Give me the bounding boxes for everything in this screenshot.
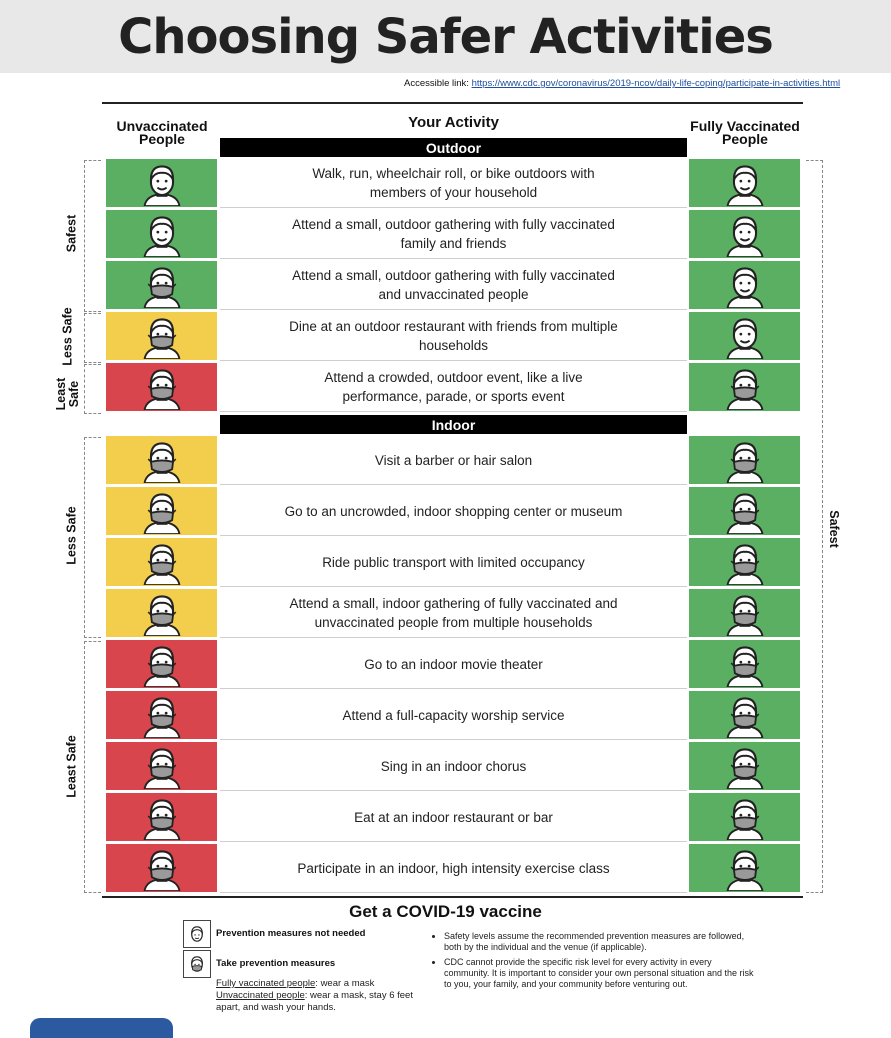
masked-face-icon [139,539,185,585]
bracket-indoor-less-safe [84,437,101,638]
vaccine-callout: Get a COVID-19 vaccine [349,902,542,921]
unvaccinated-people-text: : wear a mask, stay 6 feet apart, and wash your hands. [216,990,413,1013]
accessible-link-label: Accessible link: [404,78,469,89]
unvaccinated-risk-cell [106,844,217,892]
unvaccinated-risk-cell [106,538,217,586]
vaccinated-people-text: : wear a mask [315,978,375,989]
activity-text: Ride public transport with limited occupancy [220,538,687,587]
bracket-right-safest [806,160,823,893]
masked-face-icon [139,590,185,636]
header-vaccinated: Fully Vaccinated People [690,118,800,147]
face-icon [722,313,768,359]
activity-row [106,842,803,893]
legend-mask-label: Take prevention measures [216,958,336,969]
notes-list [432,931,754,994]
bracket-outdoor-least-safe [84,364,101,414]
vaccinated-risk-cell [689,589,800,637]
masked-face-icon [722,590,768,636]
vaccinated-risk-cell [689,210,800,258]
activity-text: Attend a small, outdoor gathering with fully vaccinated family and friends [220,210,687,259]
face-icon [185,922,209,946]
activity-text: Dine at an outdoor restaurant with friends from multiple households [220,312,687,361]
vaccinated-people-label: Fully vaccinated people [216,978,316,989]
activity-text: Attend a crowded, outdoor event, like a live performance, parade, or sports event [220,363,687,412]
unvaccinated-risk-cell [106,210,217,258]
activity-text: Go to an indoor movie theater [220,640,687,689]
face-icon [139,211,185,257]
unvaccinated-risk-cell [106,589,217,637]
vaccinated-risk-cell [689,691,800,739]
vaccinated-risk-cell [689,436,800,484]
vaccinated-risk-cell [689,363,800,411]
activity-row [106,157,803,208]
masked-face-icon [139,794,185,840]
unvaccinated-risk-cell [106,261,217,309]
masked-face-icon [183,950,211,978]
face-icon [722,160,768,206]
activity-row [106,740,803,791]
legend-no-mask [183,920,365,948]
legend-mask [183,950,335,978]
legend-unvaccinated-detail [216,990,426,1014]
activity-row [106,485,803,536]
masked-face-icon [722,437,768,483]
legend-vaccinated-detail [216,978,426,990]
page-title: Choosing Safer Activities [118,8,773,65]
header-activity: Your Activity [408,113,499,131]
label-right-safest: Safest [827,510,841,548]
masked-face-icon [139,313,185,359]
activity-text: Attend a small, indoor gathering of fully vaccinated and unvaccinated people from multiple households [220,589,687,638]
label-outdoor-less-safe: Less Safe [60,307,75,366]
vaccinated-risk-cell [689,159,800,207]
vaccinated-risk-cell [689,844,800,892]
section-indoor: Indoor [220,415,687,434]
masked-face-icon [722,794,768,840]
unvaccinated-risk-cell [106,436,217,484]
label-outdoor-safest: Safest [64,214,79,253]
activity-row [106,259,803,310]
label-indoor-least-safe: Least Safe [64,735,79,798]
masked-face-icon [722,539,768,585]
activity-row [106,434,803,485]
masked-face-icon [185,952,209,976]
activity-row [106,536,803,587]
table-bottom-rule [102,896,803,898]
vaccinated-risk-cell [689,640,800,688]
activity-row [106,310,803,361]
vaccinated-risk-cell [689,538,800,586]
activity-row [106,638,803,689]
note-item: • CDC cannot provide the specific risk level for every activity in every community. It is important to consider your own personal situation and the risk to you, your family, and your community before venturing out. [444,957,754,990]
masked-face-icon [139,641,185,687]
vaccinated-risk-cell [689,793,800,841]
vaccinated-risk-cell [689,487,800,535]
vaccinated-risk-cell [689,312,800,360]
header-unvaccinated: Unvaccinated People [116,118,208,147]
vaccinated-risk-cell [689,261,800,309]
masked-face-icon [722,845,768,891]
activity-text: Walk, run, wheelchair roll, or bike outdoors with members of your household [220,159,687,208]
activity-text: Visit a barber or hair salon [220,436,687,485]
section-outdoor: Outdoor [220,138,687,157]
unvaccinated-risk-cell [106,742,217,790]
masked-face-icon [722,743,768,789]
unvaccinated-risk-cell [106,487,217,535]
masked-face-icon [139,692,185,738]
bracket-indoor-least-safe [84,641,101,893]
masked-face-icon [139,743,185,789]
masked-face-icon [139,437,185,483]
bracket-outdoor-less-safe [84,313,101,363]
accessible-link-line [404,78,840,89]
masked-face-icon [722,488,768,534]
activity-row [106,361,803,412]
accessible-link[interactable]: https://www.cdc.gov/coronavirus/2019-ncov/daily-life-coping/participate-in-activities.html [471,78,841,89]
masked-face-icon [139,262,185,308]
outdoor-rows [106,157,803,412]
bottom-tab [30,1018,173,1038]
face-icon [139,160,185,206]
activity-row [106,587,803,638]
unvaccinated-risk-cell [106,691,217,739]
table-top-rule [102,102,803,104]
masked-face-icon [139,364,185,410]
activity-text: Go to an uncrowded, indoor shopping center or museum [220,487,687,536]
label-outdoor-least-safe: Least Safe [54,377,81,411]
masked-face-icon [722,364,768,410]
activity-row [106,208,803,259]
unvaccinated-risk-cell [106,793,217,841]
activity-row [106,791,803,842]
indoor-rows [106,434,803,893]
face-icon [722,262,768,308]
bracket-outdoor-safest [84,160,101,312]
unvaccinated-risk-cell [106,363,217,411]
note-item: • Safety levels assume the recommended prevention measures are followed, both by the individual and the venue (if applicable). [444,931,754,953]
unvaccinated-people-label: Unvaccinated people [216,990,305,1001]
unvaccinated-risk-cell [106,640,217,688]
title-band [0,0,891,73]
unvaccinated-risk-cell [106,159,217,207]
unvaccinated-risk-cell [106,312,217,360]
masked-face-icon [722,641,768,687]
activity-row [106,689,803,740]
activity-text: Eat at an indoor restaurant or bar [220,793,687,842]
masked-face-icon [722,692,768,738]
label-indoor-less-safe: Less Safe [64,506,79,565]
face-icon [183,920,211,948]
masked-face-icon [139,488,185,534]
activity-text: Attend a full-capacity worship service [220,691,687,740]
legend-no-mask-label: Prevention measures not needed [216,928,366,939]
activity-text: Sing in an indoor chorus [220,742,687,791]
activity-text: Attend a small, outdoor gathering with fully vaccinated and unvaccinated people [220,261,687,310]
face-icon [722,211,768,257]
masked-face-icon [139,845,185,891]
vaccinated-risk-cell [689,742,800,790]
activity-text: Participate in an indoor, high intensity exercise class [220,844,687,893]
